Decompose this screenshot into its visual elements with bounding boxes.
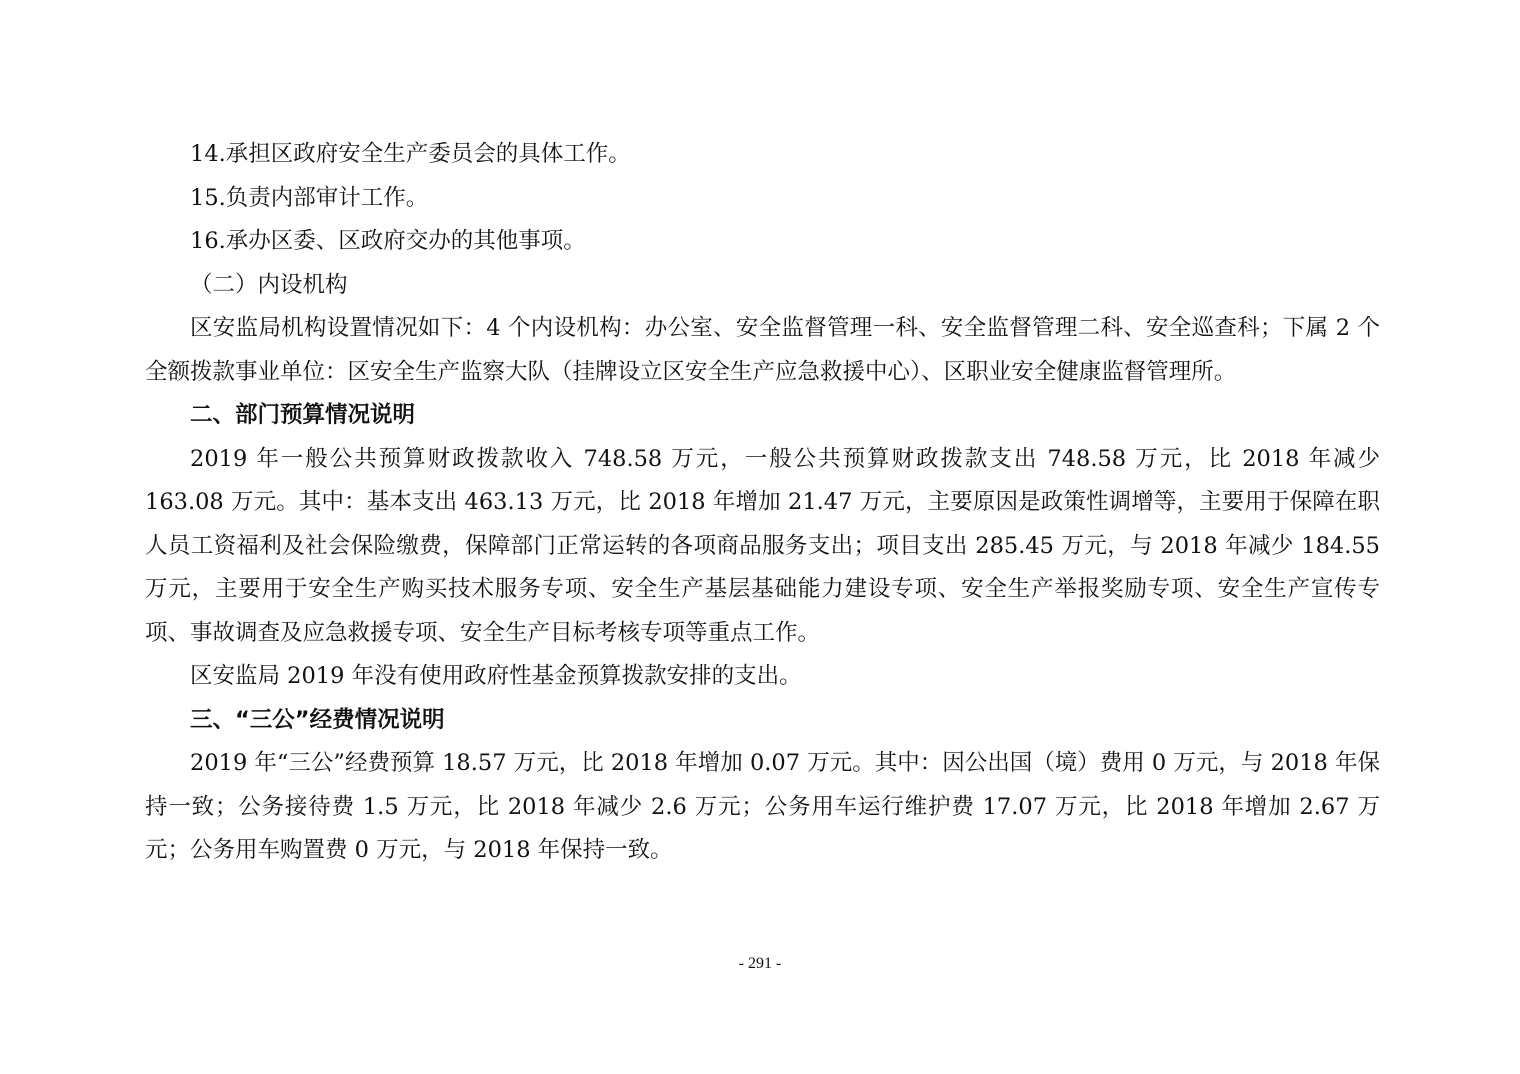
- page-number: - 291 -: [738, 955, 782, 972]
- heading-three-public-expenses: 三、“三公”经费情况说明: [190, 706, 445, 733]
- paragraph-budget-details: 2019 年一般公共预算财政拨款收入 748.58 万元，一般公共预算财政拨款支出 748.58 万元，比 2018 年减少 163.08 万元。其中：基本支出 463.13 万元，比 2018 年增加 21.47 万元，主要原因是政策性调增等，主要用于保障在职人员工资福利及社会保险缴费，保障部门正常运转的各项商品服务支出；项目支出 285.45 万元，与 2018 年减少 184.55 万元，主要用于安全生产购买技术服务专项、安全生产基层基础能力建设专项、安全生产举报奖励专项、安全生产宣传专项、事故调查及应急救援专项、安全生产目标考核专项等重点工作。: [145, 445, 1380, 646]
- subheading-internal-departments: （二）内设机构: [190, 271, 348, 298]
- heading-budget-description: 二、部门预算情况说明: [190, 402, 416, 428]
- paragraph-government-fund: 区安监局 2019 年没有使用政府性基金预算拨款安排的支出。: [190, 663, 802, 689]
- paragraph-item-14: 14.承担区政府安全生产委员会的具体工作。: [190, 141, 631, 167]
- paragraph-three-public-expenses: 2019 年“三公”经费预算 18.57 万元，比 2018 年增加 0.07 万元。其中：因公出国（境）费用 0 万元，与 2018 年保持一致；公务接待费 1.5 万元，比 2018 年减少 2.6 万元；公务用车运行维护费 17.07 万元，比 2018 年增加 2.67 万元；公务用车购置费 0 万元，与 2018 年保持一致。: [145, 750, 1380, 863]
- document-body: [145, 133, 1380, 873]
- paragraph-department-setup: 区安监局机构设置情况如下：4 个内设机构：办公室、安全监督管理一科、安全监督管理二科、安全巡查科；下属 2 个全额拨款事业单位：区安全生产监察大队（挂牌设立区安全生产应急救援中心）、区职业安全健康监督管理所。: [145, 315, 1380, 385]
- paragraph-item-16: 16.承办区委、区政府交办的其他事项。: [190, 228, 586, 254]
- paragraph-item-15: 15.负责内部审计工作。: [190, 184, 429, 211]
